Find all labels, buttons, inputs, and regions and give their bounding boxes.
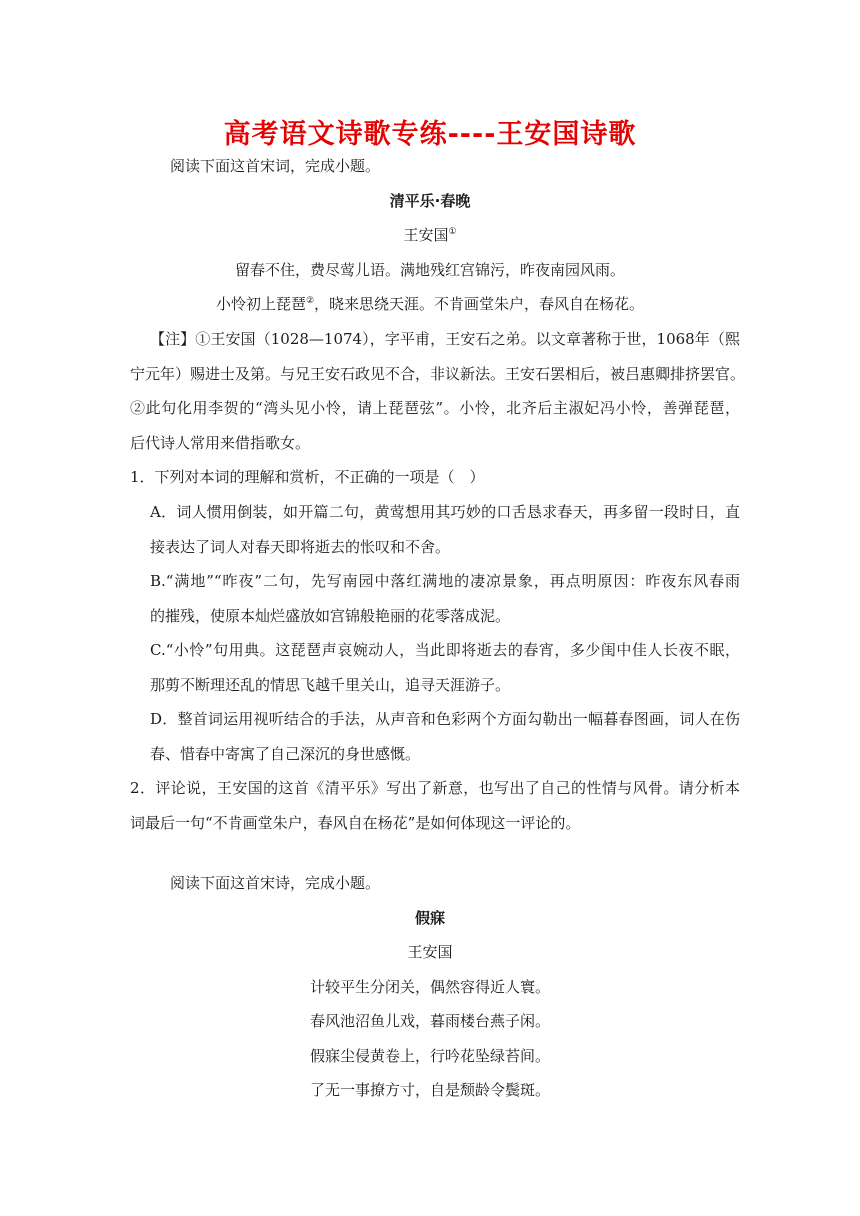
note-line: 宁元年）赐进士及第。与兄王安石政见不合，非议新法。王安石罢相后，被吕惠卿排挤罢官。 bbox=[130, 365, 746, 383]
verse-line: 了无一事撩方寸，自是颓龄令鬓斑。 bbox=[309, 1081, 550, 1099]
verse-line: 春风池沼鱼儿戏，暮雨楼台燕子闲。 bbox=[309, 1012, 550, 1030]
note-line: ②此句化用李贺的“湾头见小怜，请上琵琶弦”。小怜，北齐后主淑妃冯小怜，善弹琵琶， bbox=[130, 399, 740, 417]
page-title: 高考语文诗歌专练----王安国诗歌 bbox=[223, 119, 637, 150]
option-a-line-2: 接表达了词人对春天即将逝去的怅叹和不舍。 bbox=[150, 538, 451, 556]
verse-1: 留春不住，费尽莺儿语。满地残红宫锦污，昨夜南园风雨。 bbox=[234, 261, 625, 279]
option-b-line-2: 的摧残，使原本灿烂盛放如宫锦般艳丽的花零落成泥。 bbox=[150, 607, 511, 625]
note-mark-1: ① bbox=[448, 227, 457, 237]
note-line: 【注】①王安国（1028—1074），字平甫，王安石之弟。以文章著称于世，1068年（熙 bbox=[150, 330, 740, 348]
option-d-line-2: 春、惜春中寄寓了自己深沉的身世感慨。 bbox=[150, 745, 421, 763]
question-2-line-1: 2．评论说，王安国的这首《清平乐》写出了新意，也写出了自己的性情与风骨。请分析本 bbox=[130, 779, 740, 797]
option-a-line-1: A．词人惯用倒装，如开篇二句，黄莺想用其巧妙的口舌恳求春天，再多留一段时日，直 bbox=[150, 503, 740, 521]
option-c-line-2: 那剪不断理还乱的情思飞越千里关山，追寻天涯游子。 bbox=[150, 676, 511, 694]
verse-2: 小怜初上琵琶②，晓来思绕天涯。不肯画堂朱户，春风自在杨花。 bbox=[215, 295, 645, 313]
poem-author-2: 王安国 bbox=[407, 943, 453, 961]
question-1: 1．下列对本词的理解和赏析，不正确的一项是（ ） bbox=[130, 468, 485, 486]
note-line: 后代诗人常用来借指歌女。 bbox=[130, 434, 311, 452]
option-d-line-1: D．整首词运用视听结合的手法，从声音和色彩两个方面勾勒出一幅暮春图画，词人在伤 bbox=[150, 710, 740, 728]
poem-title-2: 假寐 bbox=[414, 909, 445, 927]
verse-line: 假寐尘侵黄卷上，行吟花坠绿苔间。 bbox=[309, 1047, 550, 1065]
question-2-line-2: 词最后一句“不肯画堂朱户，春风自在杨花”是如何体现这一评论的。 bbox=[130, 814, 581, 832]
note-mark-2: ② bbox=[305, 296, 315, 306]
option-b-line-1: B.“满地”“昨夜”二句，先写南园中落红满地的凄凉景象，再点明原因：昨夜东风春雨 bbox=[150, 572, 740, 590]
instruction-1: 阅读下面这首宋词，完成小题。 bbox=[170, 157, 381, 175]
poem-title-1: 清平乐·春晚 bbox=[389, 192, 471, 210]
verse-line: 计较平生分闭关，偶然容得近人寰。 bbox=[309, 978, 550, 996]
poem-author-1: 王安国① bbox=[403, 226, 457, 244]
instruction-2: 阅读下面这首宋诗，完成小题。 bbox=[170, 874, 381, 892]
option-c-line-1: C.“小怜”句用典。这琵琶声哀婉动人，当此即将逝去的春宵，多少闺中佳人长夜不眠， bbox=[150, 641, 740, 659]
